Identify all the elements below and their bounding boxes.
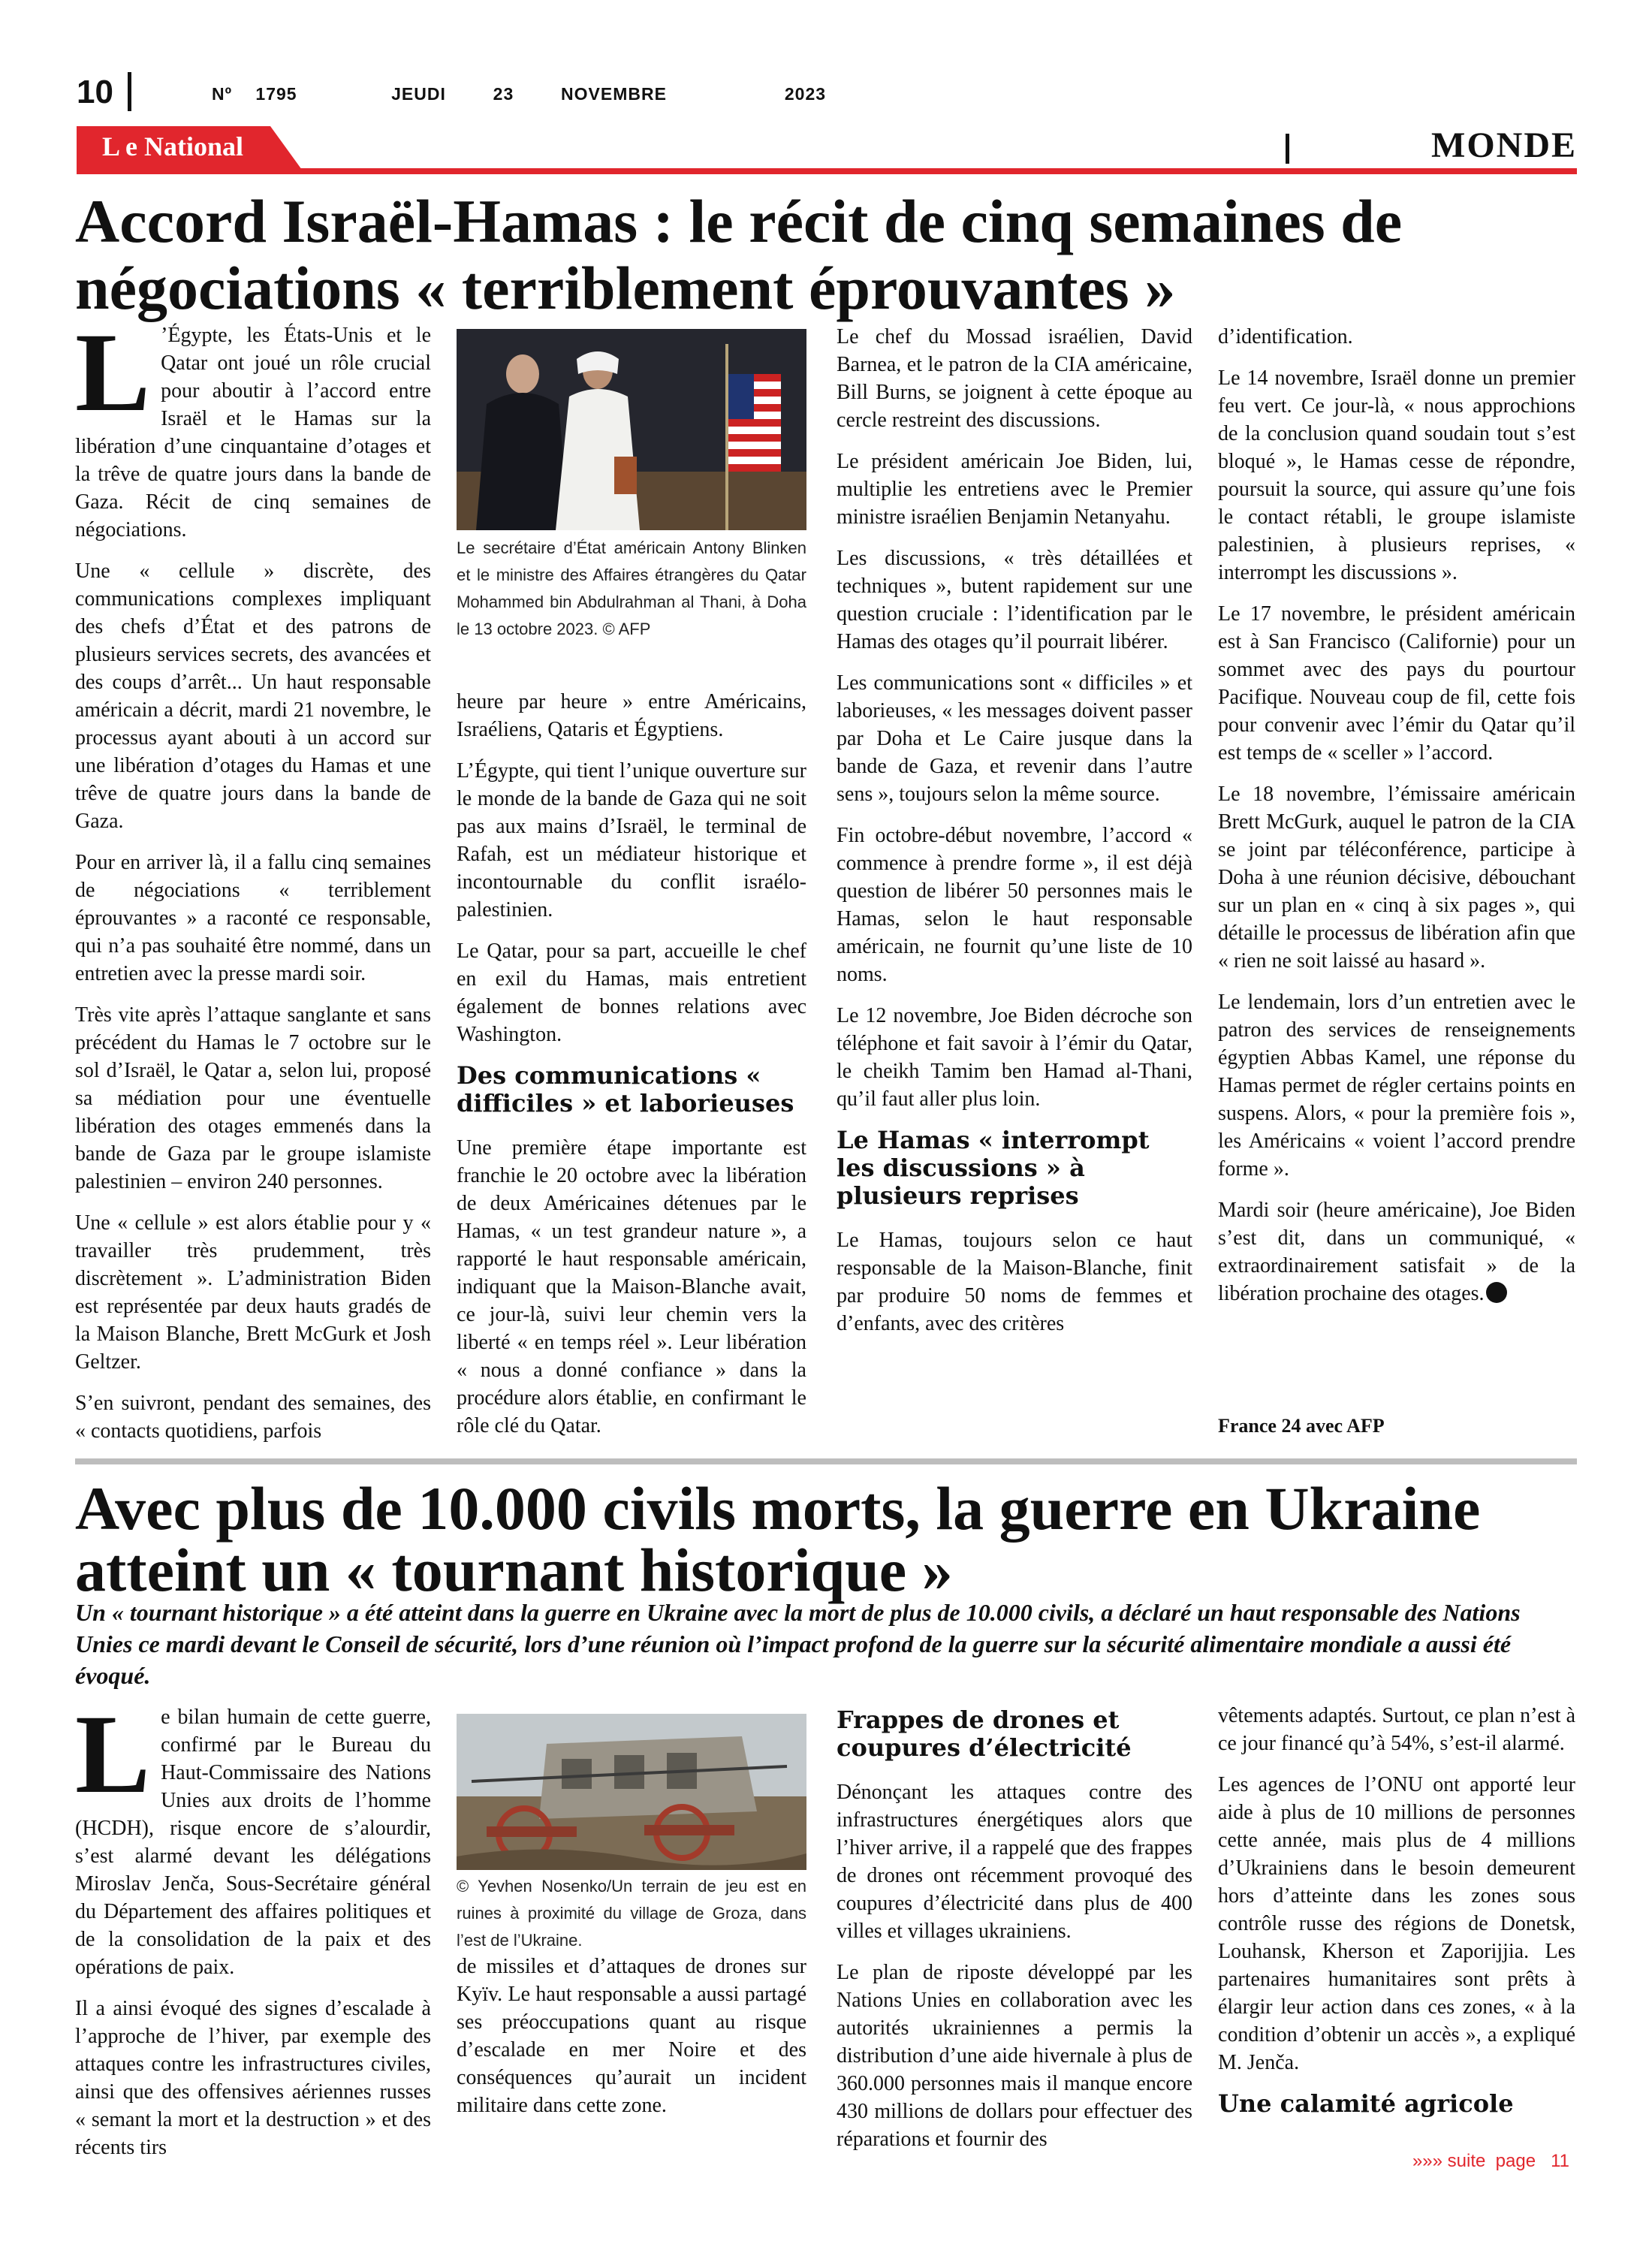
article1-column-4 [1218, 323, 1575, 1321]
article-separator [75, 1458, 1577, 1464]
header-rule [77, 168, 1577, 174]
article1-paragraph: L’Égypte, qui tient l’unique ouverture sur le monde de la bande de Gaza qui ne soit pas aux mains d’Israël, le terminal de Rafah, est un médiateur historique et incontournable du conflit israélo-palestinien. [457, 759, 806, 921]
article1-paragraph: Fin octobre-début novembre, l’accord « commence à prendre forme », il est déjà question de libérer 50 personnes mais le Hamas, selon le haut responsable américain, ne fournit qu’une liste de 10 noms. [837, 824, 1192, 986]
article1-column-3 [837, 323, 1192, 1351]
article1-paragraph: Le 14 novembre, Israël donne un premier feu vert. Ce jour-là, « nous approchions de la conclusion quand soudain tout s’est bloqué », le Hamas cesse de répondre, poursuit la source, qui assure qu’une fois le contact rétabli, le groupe islamiste palestinien, à plusieurs reprises, « interrompt les discussions ». [1218, 366, 1575, 584]
article1-paragraph: Le Qatar, pour sa part, accueille le chef en exil du Hamas, mais entretient également de bonnes relations avec Washington. [457, 940, 806, 1046]
article1-paragraph: Le lendemain, lors d’un entretien avec le patron des services de renseignements égyptien Abbas Kamel, une réponse du Hamas permet de régler certains points en suspens. Alors, « pour la première fois », les Américains « voient l’accord prendre forme ». [1218, 991, 1575, 1181]
article1-column-2 [457, 688, 806, 1453]
article1-subhead: Des communications « difficiles » et laborieuses [457, 1061, 794, 1117]
article1-paragraph: Le président américain Joe Biden, lui, multiplie les entretiens avec le Premier ministre israélien Benjamin Netanyahu. [837, 450, 1192, 529]
article1-column-1 [75, 310, 431, 1458]
article2-column-4 [1218, 1702, 1575, 2134]
article2-column-1 [75, 1692, 431, 2175]
article2-photo [457, 1714, 806, 1870]
article1-paragraph: heure par heure » entre Américains, Israéliens, Qataris et Égyptiens. [457, 690, 806, 741]
article2-subhead: Une calamité agricole [1218, 2089, 1514, 2118]
article1-paragraph: Très vite après l’attaque sanglante et sans précédent du Hamas le 7 octobre sur le sol d’Israël, le Qatar a, selon lui, proposé sa médiation pour une éventuelle libération des otages emmenés dans la bande de Gaza par le groupe islamiste palestinien – environ 240 personnes. [75, 1003, 431, 1193]
article1-paragraph: Le 17 novembre, le président américain est à San Francisco (Californie) pour un sommet avec des pays du pourtour Pacifique. Nouveau coup de fil, cette fois pour convenir avec l’émir du Qatar qu’il est temps de « sceller » l’accord. [1218, 602, 1575, 765]
article1-photo [457, 329, 806, 530]
article2-paragraph: Il a ainsi évoqué des signes d’escalade à l’approche de l’hiver, par exemple des attaques contre les infrastructures civiles, ainsi que des offensives aériennes russes « semant la mort et la destruction » et des récents tirs [75, 1997, 431, 2159]
article1-paragraph: Les communications sont « difficiles » et laborieuses, « les messages doivent passer par Doha et Le Caire jusque dans la bande de Gaza, et revenir dans l’autre sens », toujours selon la même source. [837, 671, 1192, 806]
article1-headline: Accord Israël-Hamas : le récit de cinq semaines de négociations « terriblement éprouvantes » [75, 187, 1403, 322]
article1-paragraph: Le 12 novembre, Joe Biden décroche son téléphone et fait savoir à l’émir du Qatar, le cheikh Tamim ben Hamad al-Thani, qu’il faut aller plus loin. [837, 1004, 1192, 1111]
article2-paragraph: vêtements adaptés. Surtout, ce plan n’est à ce jour financé qu’à 54%, s’est-il alarmé. [1218, 1704, 1575, 1755]
article1-paragraph: Pour en arriver là, il a fallu cinq semaines de négociations « terriblement éprouvantes » a raconté ce responsable, qui n’a pas souhaité être nommé, dans un entretien avec la presse mardi soir. [75, 851, 431, 985]
article2-subhead: Frappes de drones et coupures d’électricité [837, 1706, 1132, 1762]
article1-paragraph: ’Égypte, les États-Unis et le Qatar ont joué un rôle crucial pour aboutir à l’accord entre Israël et le Hamas sur la libération d’une cinquantaine d’otages et la trêve de quatre jours dans la bande de Gaza. Récit de cinq semaines de négociations. [75, 324, 431, 541]
article1-photo-caption: Le secrétaire d’État américain Antony Blinken et le ministre des Affaires étrangères du Qatar Mohammed bin Abdulrahman al Thani, à Doha le 13 octobre 2023. © AFP [457, 538, 806, 638]
article1-paragraph: S’en suivront, pendant des semaines, des « contacts quotidiens, parfois [75, 1392, 431, 1443]
article1-paragraph: Une « cellule » est alors établie pour y « travailler très prudemment, très discrètement ». L’administration Biden est représentée par deux hauts gradés de la Maison Blanche, Brett McGurk et Josh Geltzer. [75, 1211, 431, 1374]
article2-paragraph: e bilan humain de cette guerre, confirmé par le Bureau du Haut-Commissaire des Nations Unies aux droits de l’homme (HCDH), risque encore de s’alourdir, s’est alarmé devant les délégations Miroslav Jenča, Sous-Secrétaire général du Département des affaires politiques et de la consolidation de la paix et des opérations de paix. [75, 1706, 431, 1979]
issue-date-line: Nº 1795 JEUDI 23 NOVEMBRE 2023 [212, 84, 827, 104]
article1-subhead: Le Hamas « interrompt les discussions » à plusieurs reprises [837, 1126, 1150, 1210]
article2-headline: Avec plus de 10.000 civils morts, la guerre en Ukraine atteint un « tournant historique » [75, 1474, 1481, 1604]
article1-paragraph: Le 18 novembre, l’émissaire américain Brett McGurk, auquel le patron de la CIA se joint par téléconférence, participe à Doha à une réunion décisive, débouchant sur un plan en « cinq à six pages », qui détaille le processus de libération afin que « rien ne soit laissé au hasard ». [1218, 783, 1575, 973]
section-band-label: L e National [102, 131, 244, 161]
article2-paragraph: Le plan de riposte développé par les Nations Unies en collaboration avec les autorités ukrainiennes a permis la distribution d’une aide hivernale à plus de 360.000 personnes mais il manque encore 430 millions de dollars pour effectuer des réparations et fournir des [837, 1961, 1192, 2151]
article1-paragraph: d’identification. [1218, 325, 1353, 348]
article1-paragraph: Une première étape importante est franchie le 20 octobre avec la libération de deux Américaines détenues par le Hamas, « un test grandeur nature », a rapporté le haut responsable américain, indiquant que la Maison-Blanche avait, ce jour-là, suivi leur chemin vers la liberté « en temps réel ». Leur libération « nous a donné confiance » dans la procédure alors établie, en confirmant le rôle clé du Qatar. [457, 1136, 806, 1437]
article1-dropcap: L [75, 310, 151, 435]
article1-signature: France 24 avec AFP [1218, 1415, 1385, 1437]
article2-column-3 [837, 1699, 1192, 2167]
page-number: 10 [77, 74, 113, 110]
continued-on-page: »»» suite page 11 [1412, 2151, 1569, 2171]
article1-paragraph: Les discussions, « très détaillées et techniques », butent rapidement sur une question cruciale : l’identification par le Hamas des otages qu’il pourrait libérer. [837, 547, 1192, 653]
article1-paragraph: Le chef du Mossad israélien, David Barnea, et le patron de la CIA américaine, Bill Burns, se joignent à cette époque au cercle restreint des discussions. [837, 325, 1192, 432]
article1-paragraph: Une « cellule » discrète, des communications complexes impliquant des chefs d’État et des patrons de plusieurs services secrets, des avancées et des coups d’arrêt... Un haut responsable américain a décrit, mardi 21 novembre, le processus ayant abouti à un accord sur une libération d’otages du Hamas et une trêve de quatre jours dans la bande de Gaza. [75, 559, 431, 833]
article2-paragraph: Les agences de l’ONU ont apporté leur aide à plus de 10 millions de personnes cette année, mais plus de 4 millions d’Ukrainiens dans le besoin demeurent hors d’atteinte dans les zones sous contrôle russe des régions de Donetsk, Louhansk, Kherson et Zaporijjia. Les partenaires humanitaires sont prêts à élargir leur action dans ces zones, « à la condition d’obtenir un accès », a expliqué M. Jenča. [1218, 1773, 1575, 2074]
article2-paragraph: Dénonçant les attaques contre des infrastructures énergétiques alors que l’hiver arrive, il a rappelé que des frappes de drones ont récemment provoqué des coupures d’électricité dans plus de 400 villes et villages ukrainiens. [837, 1781, 1192, 1943]
rubric-divider [1286, 134, 1289, 164]
article2-dropcap: L [75, 1692, 151, 1817]
article2-lede: Un « tournant historique » a été atteint dans la guerre en Ukraine avec la mort de plus de 10.000 civils, a déclaré un haut responsable des Nations Unies ce mardi devant le Conseil de sécurité, lors d’une réunion où l’impact profond de la guerre sur la sécurité alimentaire mondiale a aussi été évoqué. [75, 1599, 1521, 1689]
article2-photo-caption: © Yevhen Nosenko/Un terrain de jeu est en ruines à proximité du village de Groza, dans l’est de l’Ukraine. [457, 1877, 806, 1950]
article1-paragraph: Le Hamas, toujours selon ce haut responsable de la Maison-Blanche, finit par produire 50 noms de femmes et d’enfants, avec des critères [837, 1229, 1192, 1335]
rubric-label: MONDE [1431, 125, 1577, 165]
article2-column-2 [457, 1953, 806, 2133]
article2-paragraph: de missiles et d’attaques de drones sur Kyïv. Le haut responsable a aussi partagé ses préoccupations quant au risque d’escalade en mer Noire et des conséquences qu’aurait un incident militaire dans cette zone. [457, 1955, 806, 2117]
end-of-article-icon [1486, 1282, 1507, 1303]
article1-paragraph: Mardi soir (heure américaine), Joe Biden s’est dit, dans un communiqué, « extraordinairement satisfait » de la libération prochaine des otages. [1218, 1199, 1575, 1305]
article1-photo-illustration [457, 329, 806, 530]
folio-divider [128, 72, 131, 111]
article2-photo-illustration [457, 1714, 806, 1870]
